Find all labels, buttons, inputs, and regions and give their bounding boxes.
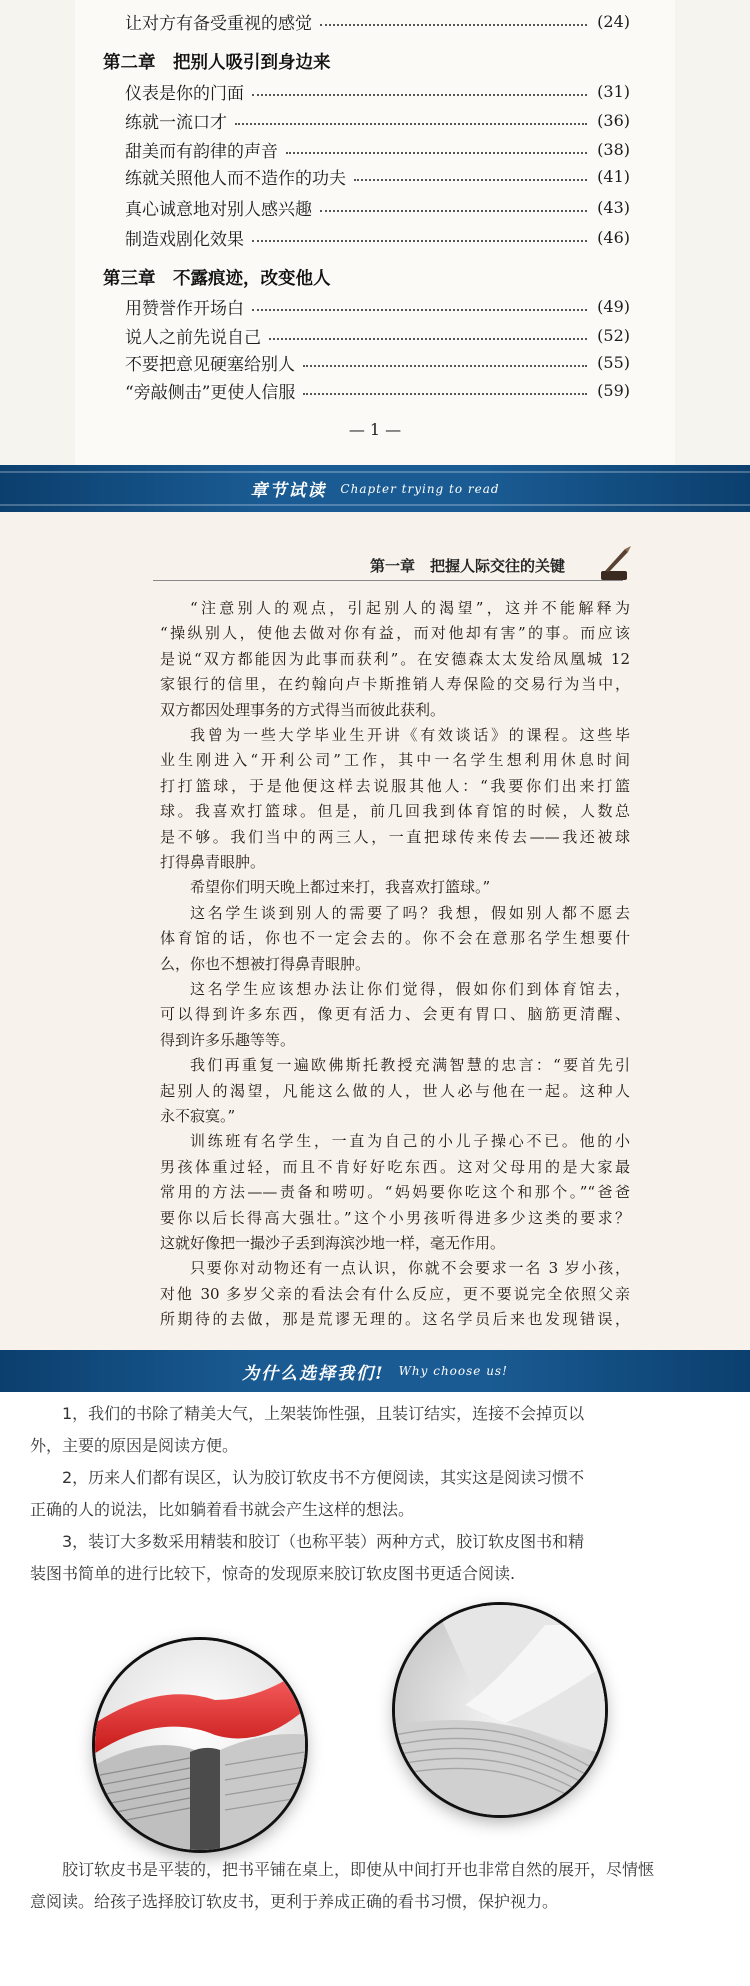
sample-text-line: 可以得到许多东西，像更有活力、会更有胃口、脑筋更清醒、	[160, 1005, 630, 1024]
sample-text-line: 家银行的信里，在约翰向卢卡斯推销人寿保险的交易行为当中，	[160, 675, 630, 694]
sample-text-line: 体育馆的话，你也不一定会去的。你不会在意那名学生想要什	[160, 929, 630, 948]
toc-item-title: 练就一流口才	[125, 112, 227, 133]
sample-text-line: 常用的方法——责备和唠叨。“妈妈要你吃这个和那个。”“爸爸	[160, 1183, 630, 1202]
toc-item	[125, 290, 630, 322]
toc-item-page: (31)	[597, 81, 630, 101]
toc-item-page: (38)	[597, 139, 630, 159]
why-line: 外，主要的原因是阅读方便。	[30, 1436, 239, 1455]
toc-item-page: (41)	[597, 166, 630, 186]
why-line: 1，我们的书除了精美大气，上架装饰性强，且装订结实，连接不会掉页以	[62, 1404, 585, 1423]
toc-leader-dots	[286, 152, 587, 154]
toc-leader-dots	[354, 179, 587, 181]
toc-item	[125, 75, 630, 107]
banner-rule	[0, 504, 750, 506]
sample-text-line: 这名学生应该想办法让你们觉得，假如你们到体育馆去，	[190, 980, 630, 998]
sample-text-line: 是说“双方都能因为此事而获利”。在安德森太太发给凤凰城 12	[160, 649, 630, 668]
toc-item-title: 仪表是你的门面	[125, 83, 244, 104]
toc-page-number: — 1 —	[348, 420, 402, 439]
sample-text-line: 我们再重复一遍欧佛斯托教授充满智慧的忠言：“要首先引	[190, 1056, 630, 1075]
sample-text-line: 打得鼻青眼肿。	[160, 853, 266, 871]
banner-subtitle: Chapter trying to read	[340, 481, 500, 496]
sample-text-line: 永不寂寞。”	[160, 1107, 236, 1125]
toc-leader-dots	[252, 94, 587, 96]
sample-text-line: 男孩体重过轻，而且不肯好好吃东西。这对父母用的是大家最	[160, 1157, 630, 1176]
toc-item	[125, 221, 630, 253]
toc-item-title: 练就关照他人而不造作的功夫	[125, 168, 346, 189]
toc-item	[125, 374, 630, 406]
sample-text-line: 训练班有名学生，一直为自己的小儿子操心不已。他的小	[190, 1132, 630, 1151]
toc-leader-dots	[303, 393, 587, 395]
quill-ink-icon	[595, 545, 635, 583]
banner-rule	[0, 471, 750, 473]
toc-item-page: (24)	[597, 11, 630, 31]
sample-text-line: 希望你们明天晚上都过来打，我喜欢打篮球。”	[190, 878, 491, 897]
toc-item-title: 甜美而有韵律的声音	[125, 141, 278, 162]
toc-item	[125, 104, 630, 136]
sample-text-line: “操纵别人，使他去做对你有益，而对他却有害”的事。而应该	[160, 624, 630, 643]
sample-running-header: 第一章 把握人际交往的关键	[370, 556, 566, 575]
toc-item-title: 让对方有备受重视的感觉	[125, 13, 312, 34]
toc-item	[125, 160, 630, 192]
toc-item-page: (52)	[597, 325, 630, 345]
sample-text-line: 打打篮球，于是他便这样去说服其他人：“我要你们出来打篮	[160, 776, 630, 795]
sample-text-line: 么，你也不想被打得鼻青眼肿。	[160, 954, 371, 973]
toc-item-page: (49)	[597, 296, 630, 316]
toc-leader-dots	[320, 210, 587, 212]
bottom-line: 意阅读。给孩子选择胶订软皮书，更利于养成正确的看书习惯，保护视力。	[30, 1892, 559, 1911]
sample-text-line: 所期待的去做，那是荒谬无理的。这名学员后来也发现错误，	[160, 1310, 630, 1329]
banner-why-choose	[0, 1350, 750, 1392]
toc-item-title: 制造戏剧化效果	[125, 229, 244, 250]
toc-item-title: 说人之前先说自己	[125, 327, 261, 348]
toc-chapter-heading: 第二章 把别人吸引到身边来	[103, 52, 331, 73]
why-line: 3，装订大多数采用精装和胶订（也称平装）两种方式，胶订软皮图书和精	[62, 1532, 585, 1551]
toc-page	[0, 0, 750, 465]
toc-chapter-heading: 第三章 不露痕迹，改变他人	[103, 268, 331, 289]
banner-subtitle: Why choose us!	[398, 1364, 508, 1378]
hardcover-spine-photo	[95, 1640, 305, 1850]
banner-chapter-trying	[0, 465, 750, 512]
why-line: 正确的人的说法，比如躺着看书就会产生这样的想法。	[30, 1500, 415, 1519]
toc-item	[125, 191, 630, 223]
toc-item-page: (43)	[597, 197, 630, 217]
sample-text-line: 是不够。我们当中的两三人，一直把球传来传去——我还被球	[160, 827, 630, 846]
sample-text-line: 要你以后长得高大强壮。”这个小男孩听得进多少这类的要求？	[160, 1208, 630, 1227]
toc-item-page: (55)	[597, 352, 630, 372]
sample-text-line: 双方都因处理事务的方式得当而彼此获利。	[160, 700, 446, 719]
toc-leader-dots	[303, 365, 587, 367]
sample-text-line: 起别人的渴望，凡能这么做的人，世人必与他在一起。这种人	[160, 1081, 630, 1100]
sample-text-line: 业生刚进入“开利公司”工作，其中一名学生想利用休息时间	[160, 751, 630, 770]
sample-text-line: 这名学生谈到别人的需要了吗？我想，假如别人都不愿去	[190, 903, 630, 922]
sample-text-line: 对他 30 多岁父亲的看法会有什么反应，更不要说完全依照父亲	[160, 1284, 630, 1303]
sample-text-line: 这就好像把一撮沙子丢到海滨沙地一样，毫无作用。	[160, 1234, 506, 1252]
toc-leader-dots	[252, 240, 587, 242]
why-line: 装图书简单的进行比较下，惊奇的发现原来胶订软皮图书更适合阅读.	[30, 1564, 516, 1583]
bottom-text	[30, 1855, 720, 1919]
toc-item	[125, 5, 630, 37]
sample-text-line: 得到许多乐趣等等。	[160, 1030, 296, 1049]
toc-item-title: 真心诚意地对别人感兴趣	[125, 199, 312, 220]
toc-leader-dots	[320, 24, 587, 26]
toc-item-page: (36)	[597, 110, 630, 130]
header-rule	[153, 580, 623, 581]
sample-text-line: 我曾为一些大学毕业生开讲《有效谈话》的课程。这些毕	[190, 726, 630, 744]
toc-item-page: (46)	[597, 227, 630, 247]
sample-text-line: 只要你对动物还有一点认识，你就不会要求一名 3 岁小孩，	[190, 1259, 630, 1278]
toc-item-title: 用赞誉作开场白	[125, 298, 244, 319]
why-line: 2，历来人们都有误区，认为胶订软皮书不方便阅读，其实这是阅读习惯不	[62, 1468, 585, 1487]
banner-title: 章节试读	[250, 481, 327, 501]
toc-item-page: (59)	[597, 380, 630, 400]
sample-text-line: “注意别人的观点，引起别人的渴望”，这并不能解释为	[190, 599, 630, 617]
toc-leader-dots	[252, 309, 587, 311]
banner-title: 为什么选择我们!	[242, 1363, 385, 1384]
sample-text-line: 球。我喜欢打篮球。但是，前几回我到体育馆的时候，人数总	[160, 802, 630, 821]
toc-item-title: “旁敲侧击”更使人信服	[125, 382, 296, 403]
toc-leader-dots	[235, 123, 587, 125]
toc-item-title: 不要把意见硬塞给别人	[125, 354, 295, 375]
bottom-line: 胶订软皮书是平装的，把书平铺在桌上，即使从中间打开也非常自然的展开，尽情惬	[62, 1860, 655, 1879]
toc-leader-dots	[269, 338, 587, 340]
why-text	[30, 1398, 720, 1590]
paperback-pages-photo	[395, 1605, 605, 1815]
